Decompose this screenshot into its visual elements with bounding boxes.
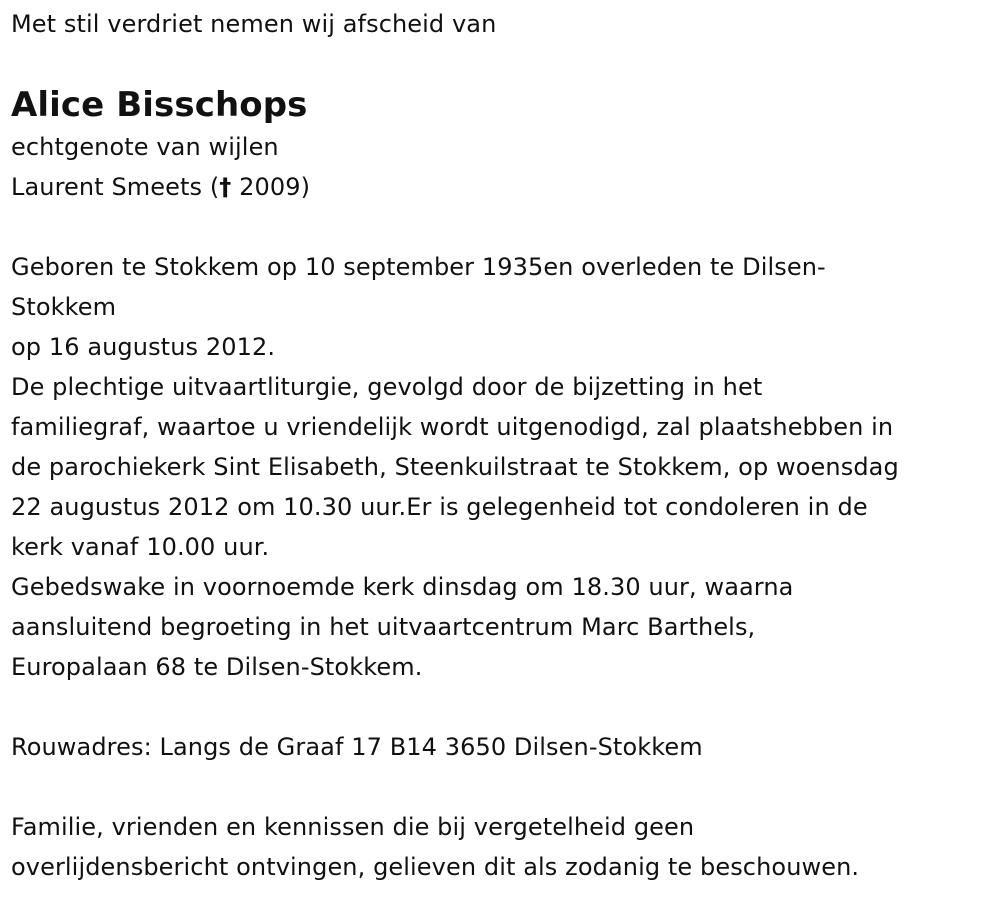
relation-line: echtgenote van wijlen: [11, 133, 279, 161]
birth-line-continued: Stokkem: [11, 293, 117, 321]
death-line: op 16 augustus 2012.: [11, 333, 276, 361]
death-notice: [11, 4, 986, 887]
spouse-line: [11, 167, 986, 207]
birth-line: Geboren te Stokkem op 10 september 1935en overleden te Dilsen-: [11, 253, 826, 281]
deceased-name: Alice Bisschops: [11, 85, 308, 125]
ceremony-line: de parochiekerk Sint Elisabeth, Steenkuilstraat te Stokkem, op woensdag: [11, 453, 899, 481]
cross-icon: †: [219, 173, 232, 201]
spouse-name: Laurent Smeets (: [11, 173, 220, 201]
wake-line: aansluitend begroeting in het uitvaartcentrum Marc Barthels,: [11, 613, 756, 641]
closing-line: Familie, vrienden en kennissen die bij vergetelheid geen: [11, 813, 695, 841]
spacer: [11, 207, 986, 247]
mourning-address: Rouwadres: Langs de Graaf 17 B14 3650 Dilsen-Stokkem: [11, 733, 703, 761]
closing-line: overlijdensbericht ontvingen, gelieven dit als zodanig te beschouwen.: [11, 853, 860, 881]
spacer: [11, 767, 986, 807]
wake-line: Gebedswake in voornoemde kerk dinsdag om 18.30 uur, waarna: [11, 573, 794, 601]
ceremony-line: 22 augustus 2012 om 10.30 uur.Er is gelegenheid tot condoleren in de: [11, 493, 868, 521]
ceremony-line: kerk vanaf 10.00 uur.: [11, 533, 270, 561]
intro-text: Met stil verdriet nemen wij afscheid van: [11, 10, 497, 38]
spouse-death-year: 2009): [231, 173, 311, 201]
spacer: [11, 687, 986, 727]
wake-line: Europalaan 68 te Dilsen-Stokkem.: [11, 653, 423, 681]
ceremony-line: familiegraf, waartoe u vriendelijk wordt uitgenodigd, zal plaatshebben in: [11, 413, 894, 441]
ceremony-line: De plechtige uitvaartliturgie, gevolgd door de bijzetting in het: [11, 373, 763, 401]
